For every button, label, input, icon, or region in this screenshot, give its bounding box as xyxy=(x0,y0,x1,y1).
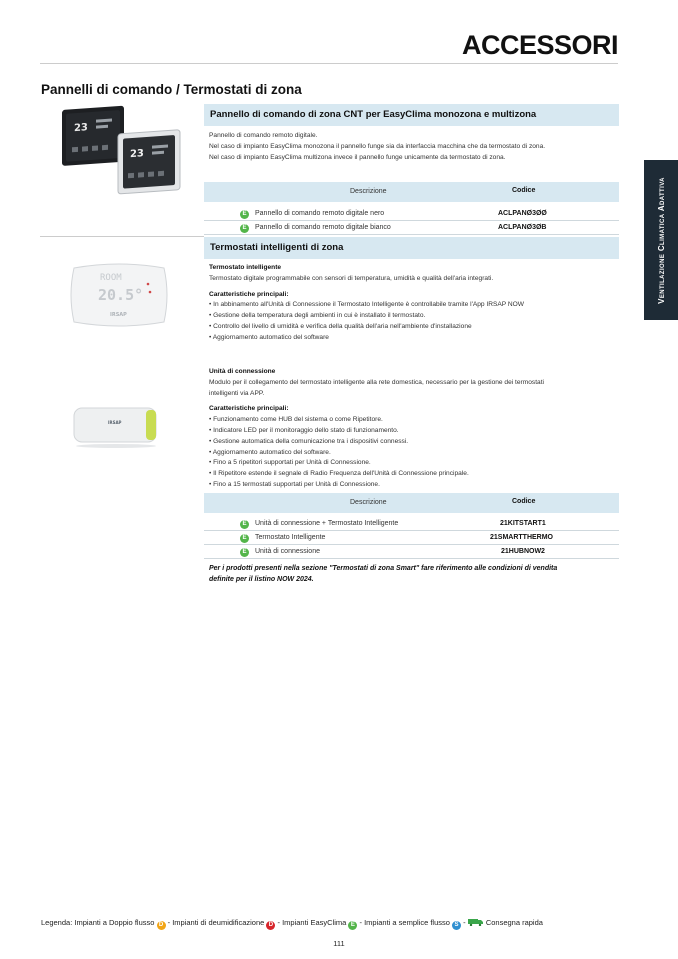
single-flow-badge-icon: S xyxy=(452,921,461,930)
unit-features-title: Caratteristiche principali: xyxy=(209,405,289,413)
easyclima-badge-icon: E xyxy=(348,921,357,930)
easyclima-badge-icon: E xyxy=(240,210,249,219)
smart-header: Termostati intelligenti di zona xyxy=(204,237,619,259)
row-code: 21SMARTTHERMO xyxy=(490,534,554,541)
row-code: ACLPANØ3ØB xyxy=(498,224,547,231)
row-description: Pannello di comando remoto digitale bianco xyxy=(255,224,391,231)
section-title: Pannelli di comando / Termostati di zona xyxy=(41,82,302,97)
row-description: Termostato Intelligente xyxy=(255,534,326,541)
double-flow-badge-icon: D xyxy=(157,921,166,930)
col-code: Codice xyxy=(512,187,536,194)
row-code: 21HUBNOW2 xyxy=(501,548,545,555)
page-title: ACCESSORI xyxy=(461,30,618,60)
table-row xyxy=(204,517,619,531)
thermostat-description: Termostato digitale programmabile con sensori di temperatura, umidità e qualità dell'aria integrati. xyxy=(209,274,494,282)
col-description: Descrizione xyxy=(350,188,387,195)
easyclima-badge-icon: E xyxy=(240,534,249,543)
legend-dehumidification: - Impianti di deumidificazione xyxy=(167,918,265,927)
row-description: Pannello di comando remoto digitale nero xyxy=(255,210,385,217)
section-divider xyxy=(40,236,204,237)
thermostat-title: Termostato intelligente xyxy=(209,264,282,271)
thermostat-section: Termostato intelligente Termostato digitale programmabile con sensori di temperatura, umidità e qualità dell'aria integrati. Caratteristiche principali: • In abbinamento all'Unità di Connessione il Termostato Intelligente è controllabile tramite l'App IRSAP NOW • Gestione della temperatura degli ambienti in cui è installato il termostato. • Controllo del livello di umidità e verifica della qualità dell'aria nell'ambiente d'installazione • Aggiornamento automatico del software xyxy=(209,263,615,344)
truck-icon xyxy=(468,918,484,926)
unit-description: Modulo per il collegamento del termostato intelligente alla rete domestica, necessario per la gestione dei termostati xyxy=(209,378,544,386)
legend xyxy=(41,918,543,930)
thermostat-features-title: Caratteristiche principali: xyxy=(209,290,289,298)
side-section-tab xyxy=(644,160,678,320)
row-description: Unità di connessione + Termostato Intelligente xyxy=(255,520,399,527)
top-divider xyxy=(40,63,618,64)
smart-table-header xyxy=(204,493,619,513)
col-code: Codice xyxy=(512,498,536,505)
white-panel-digits: 23 xyxy=(130,148,144,161)
unit-brand-logo: IRSAP xyxy=(108,420,122,425)
connection-unit-image xyxy=(68,402,168,448)
unit-title: Unità di connessione xyxy=(209,368,276,375)
thermostat-display-temp: 20.5° xyxy=(98,286,144,304)
connection-unit-section: Unità di connessione Modulo per il collegamento del termostato intelligente alla rete domestica, necessario per la gestione dei termostati intelligenti via APP. Caratteristiche principali: • Funzionamento come HUB del sistema o come Ripetitore. • Indicatore LED per il monitoraggio dello stato di funzionamento. • Gestione automatica della comunicazione tra i dispositivi connessi. • Aggiornamento automatico del software. • Fino a 5 ripetitori supportati per Unità di Connessione. • Il Ripetitore estende il segnale di Radio Frequenza dell'Unità di Connessione principale. • Fino a 15 termostati supportati per Unità di Connessione. xyxy=(209,367,615,491)
smart-thermostat-image xyxy=(66,262,172,328)
dehumidification-badge-icon: D xyxy=(266,921,275,930)
easyclima-badge-icon: E xyxy=(240,520,249,529)
legend-easyclima: - Impianti EasyClima xyxy=(277,918,347,927)
pricing-note: Per i prodotti presenti nella sezione "Termostati di zona Smart" fare riferimento alle condizioni di vendita definite per il listino NOW 2024. xyxy=(209,565,558,583)
black-panel-digits: 23 xyxy=(74,122,88,135)
panel-table-header xyxy=(204,182,619,202)
row-code: ACLPANØ3ØØ xyxy=(498,210,547,217)
row-description: Unità di connessione xyxy=(255,548,320,555)
side-section-label: Ventilazione Climatica Adattiva xyxy=(656,176,666,304)
easyclima-badge-icon: E xyxy=(240,224,249,233)
panel-description: Pannello di comando remoto digitale. Nel caso di impianto EasyClima monozona il pannello funge sia da interfaccia macchina che da termostato di zona. Nel caso di impianto EasyClima multizona invece il pannello funge unicamente da termostato di zona. xyxy=(209,132,546,161)
legend-separator: - xyxy=(463,918,468,927)
table-row xyxy=(204,207,619,221)
easyclima-badge-icon: E xyxy=(240,548,249,557)
panel-header: Pannello di comando di zona CNT per EasyClima monozona e multizona xyxy=(204,104,619,126)
table-row xyxy=(204,221,619,235)
legend-single-flow: - Impianti a semplice flusso xyxy=(359,918,450,927)
thermostat-display-label: ROOM xyxy=(100,273,122,283)
control-panel-image xyxy=(58,104,188,200)
page-number: 111 xyxy=(333,939,345,948)
table-row xyxy=(204,531,619,545)
legend-fast-delivery: Consegna rapida xyxy=(485,918,543,927)
row-code: 21KITSTART1 xyxy=(500,520,546,527)
table-row xyxy=(204,545,619,559)
thermostat-brand-logo: IRSAP xyxy=(110,312,127,318)
col-description: Descrizione xyxy=(350,499,387,506)
legend-double-flow: Legenda: Impianti a Doppio flusso xyxy=(41,918,155,927)
unit-description-cont: intelligenti via APP. xyxy=(209,389,265,397)
